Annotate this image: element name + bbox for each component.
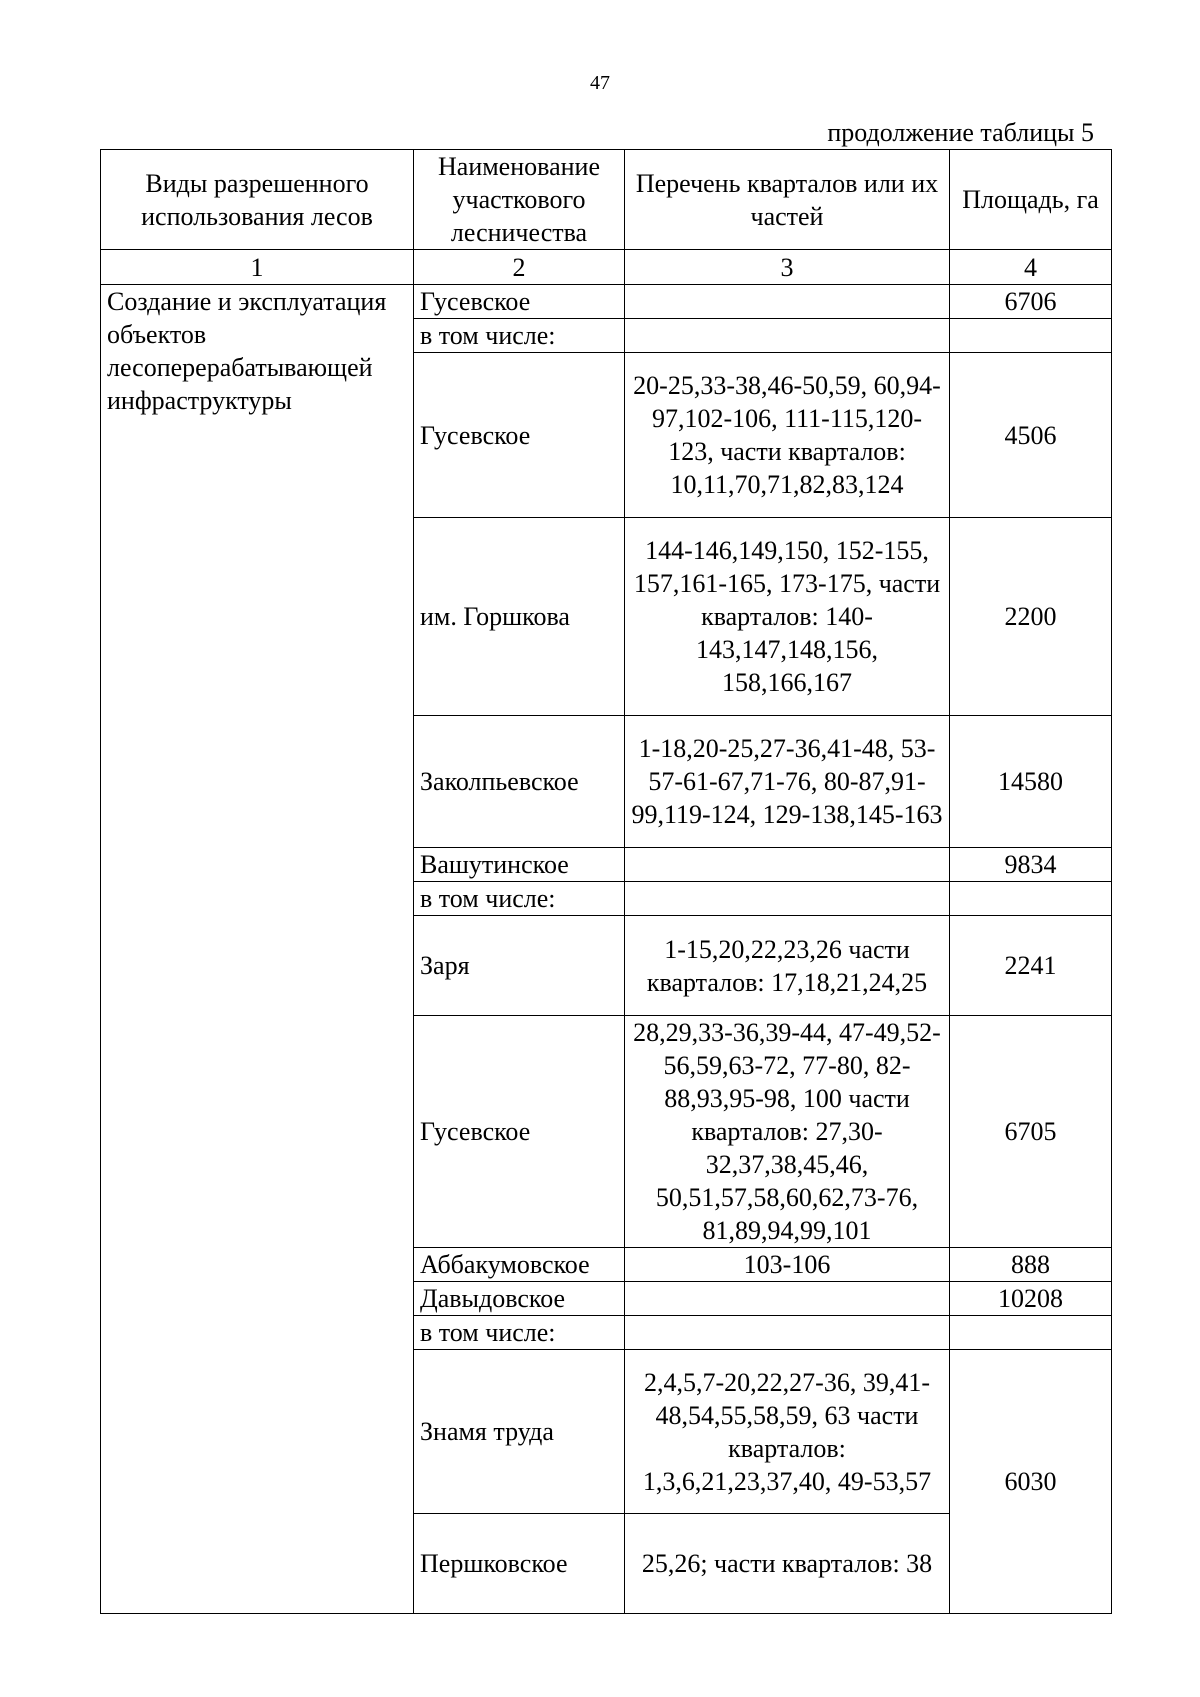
quarters-list — [625, 1316, 950, 1350]
header-use-type: Виды разрешенного использования лесов — [101, 150, 414, 250]
forestry-name: им. Горшкова — [414, 518, 625, 716]
quarters-list: 103-106 — [625, 1248, 950, 1282]
quarters-list: 1-15,20,22,23,26 части кварталов: 17,18,21,24,25 — [625, 916, 950, 1016]
area-value — [950, 882, 1112, 916]
forestry-name: Заколпьевское — [414, 716, 625, 848]
forest-use-table — [100, 149, 1112, 1614]
forestry-name: Гусевское — [414, 1016, 625, 1248]
area-value — [950, 319, 1112, 353]
forestry-name: Гусевское — [414, 353, 625, 518]
header-quarters: Перечень кварталов или их частей — [625, 150, 950, 250]
column-number: 4 — [950, 250, 1112, 285]
area-value: 14580 — [950, 716, 1112, 848]
area-value: 6030 — [950, 1350, 1112, 1614]
area-value: 9834 — [950, 848, 1112, 882]
forestry-name: Аббакумовское — [414, 1248, 625, 1282]
forestry-name: в том числе: — [414, 319, 625, 353]
page-number: 47 — [590, 72, 610, 94]
forestry-name: Давыдовское — [414, 1282, 625, 1316]
header-forestry-name: Наименование участкового лесничества — [414, 150, 625, 250]
quarters-list — [625, 848, 950, 882]
column-number: 2 — [414, 250, 625, 285]
quarters-list — [625, 1282, 950, 1316]
forestry-name: Першковское — [414, 1514, 625, 1614]
header-area: Площадь, га — [950, 150, 1112, 250]
quarters-list: 2,4,5,7-20,22,27-36, 39,41-48,54,55,58,59, 63 части кварталов: 1,3,6,21,23,37,40, 49-53,57 — [625, 1350, 950, 1514]
area-value: 6706 — [950, 285, 1112, 319]
quarters-list: 20-25,33-38,46-50,59, 60,94-97,102-106, 111-115,120-123, части кварталов: 10,11,70,71,82,83,124 — [625, 353, 950, 518]
forestry-name: в том числе: — [414, 1316, 625, 1350]
forestry-name: Заря — [414, 916, 625, 1016]
area-value: 2241 — [950, 916, 1112, 1016]
column-number-row — [101, 250, 1112, 285]
table-row — [101, 285, 1112, 319]
forestry-name: Знамя труда — [414, 1350, 625, 1514]
column-number: 3 — [625, 250, 950, 285]
quarters-list — [625, 319, 950, 353]
column-number: 1 — [101, 250, 414, 285]
quarters-list: 25,26; части кварталов: 38 — [625, 1514, 950, 1614]
forestry-name: Гусевское — [414, 285, 625, 319]
use-type-cell: Создание и эксплуатация объектов лесоперерабатывающей инфраструктуры — [101, 285, 414, 1614]
area-value: 888 — [950, 1248, 1112, 1282]
quarters-list — [625, 285, 950, 319]
quarters-list — [625, 882, 950, 916]
area-value: 4506 — [950, 353, 1112, 518]
area-value: 2200 — [950, 518, 1112, 716]
area-value: 10208 — [950, 1282, 1112, 1316]
forestry-name: Вашутинское — [414, 848, 625, 882]
area-value — [950, 1316, 1112, 1350]
quarters-list: 144-146,149,150, 152-155, 157,161-165, 173-175, части кварталов: 140-143,147,148,156, 158,166,167 — [625, 518, 950, 716]
quarters-list: 28,29,33-36,39-44, 47-49,52-56,59,63-72, 77-80, 82-88,93,95-98, 100 части кварталов: 27,30-32,37,38,45,46, 50,51,57,58,60,62,73-76, 81,89,94,99,101 — [625, 1016, 950, 1248]
quarters-list: 1-18,20-25,27-36,41-48, 53-57-61-67,71-76, 80-87,91-99,119-124, 129-138,145-163 — [625, 716, 950, 848]
forestry-name: в том числе: — [414, 882, 625, 916]
area-value: 6705 — [950, 1016, 1112, 1248]
table-header-row — [101, 150, 1112, 250]
table-continuation-label: продолжение таблицы 5 — [827, 118, 1094, 147]
